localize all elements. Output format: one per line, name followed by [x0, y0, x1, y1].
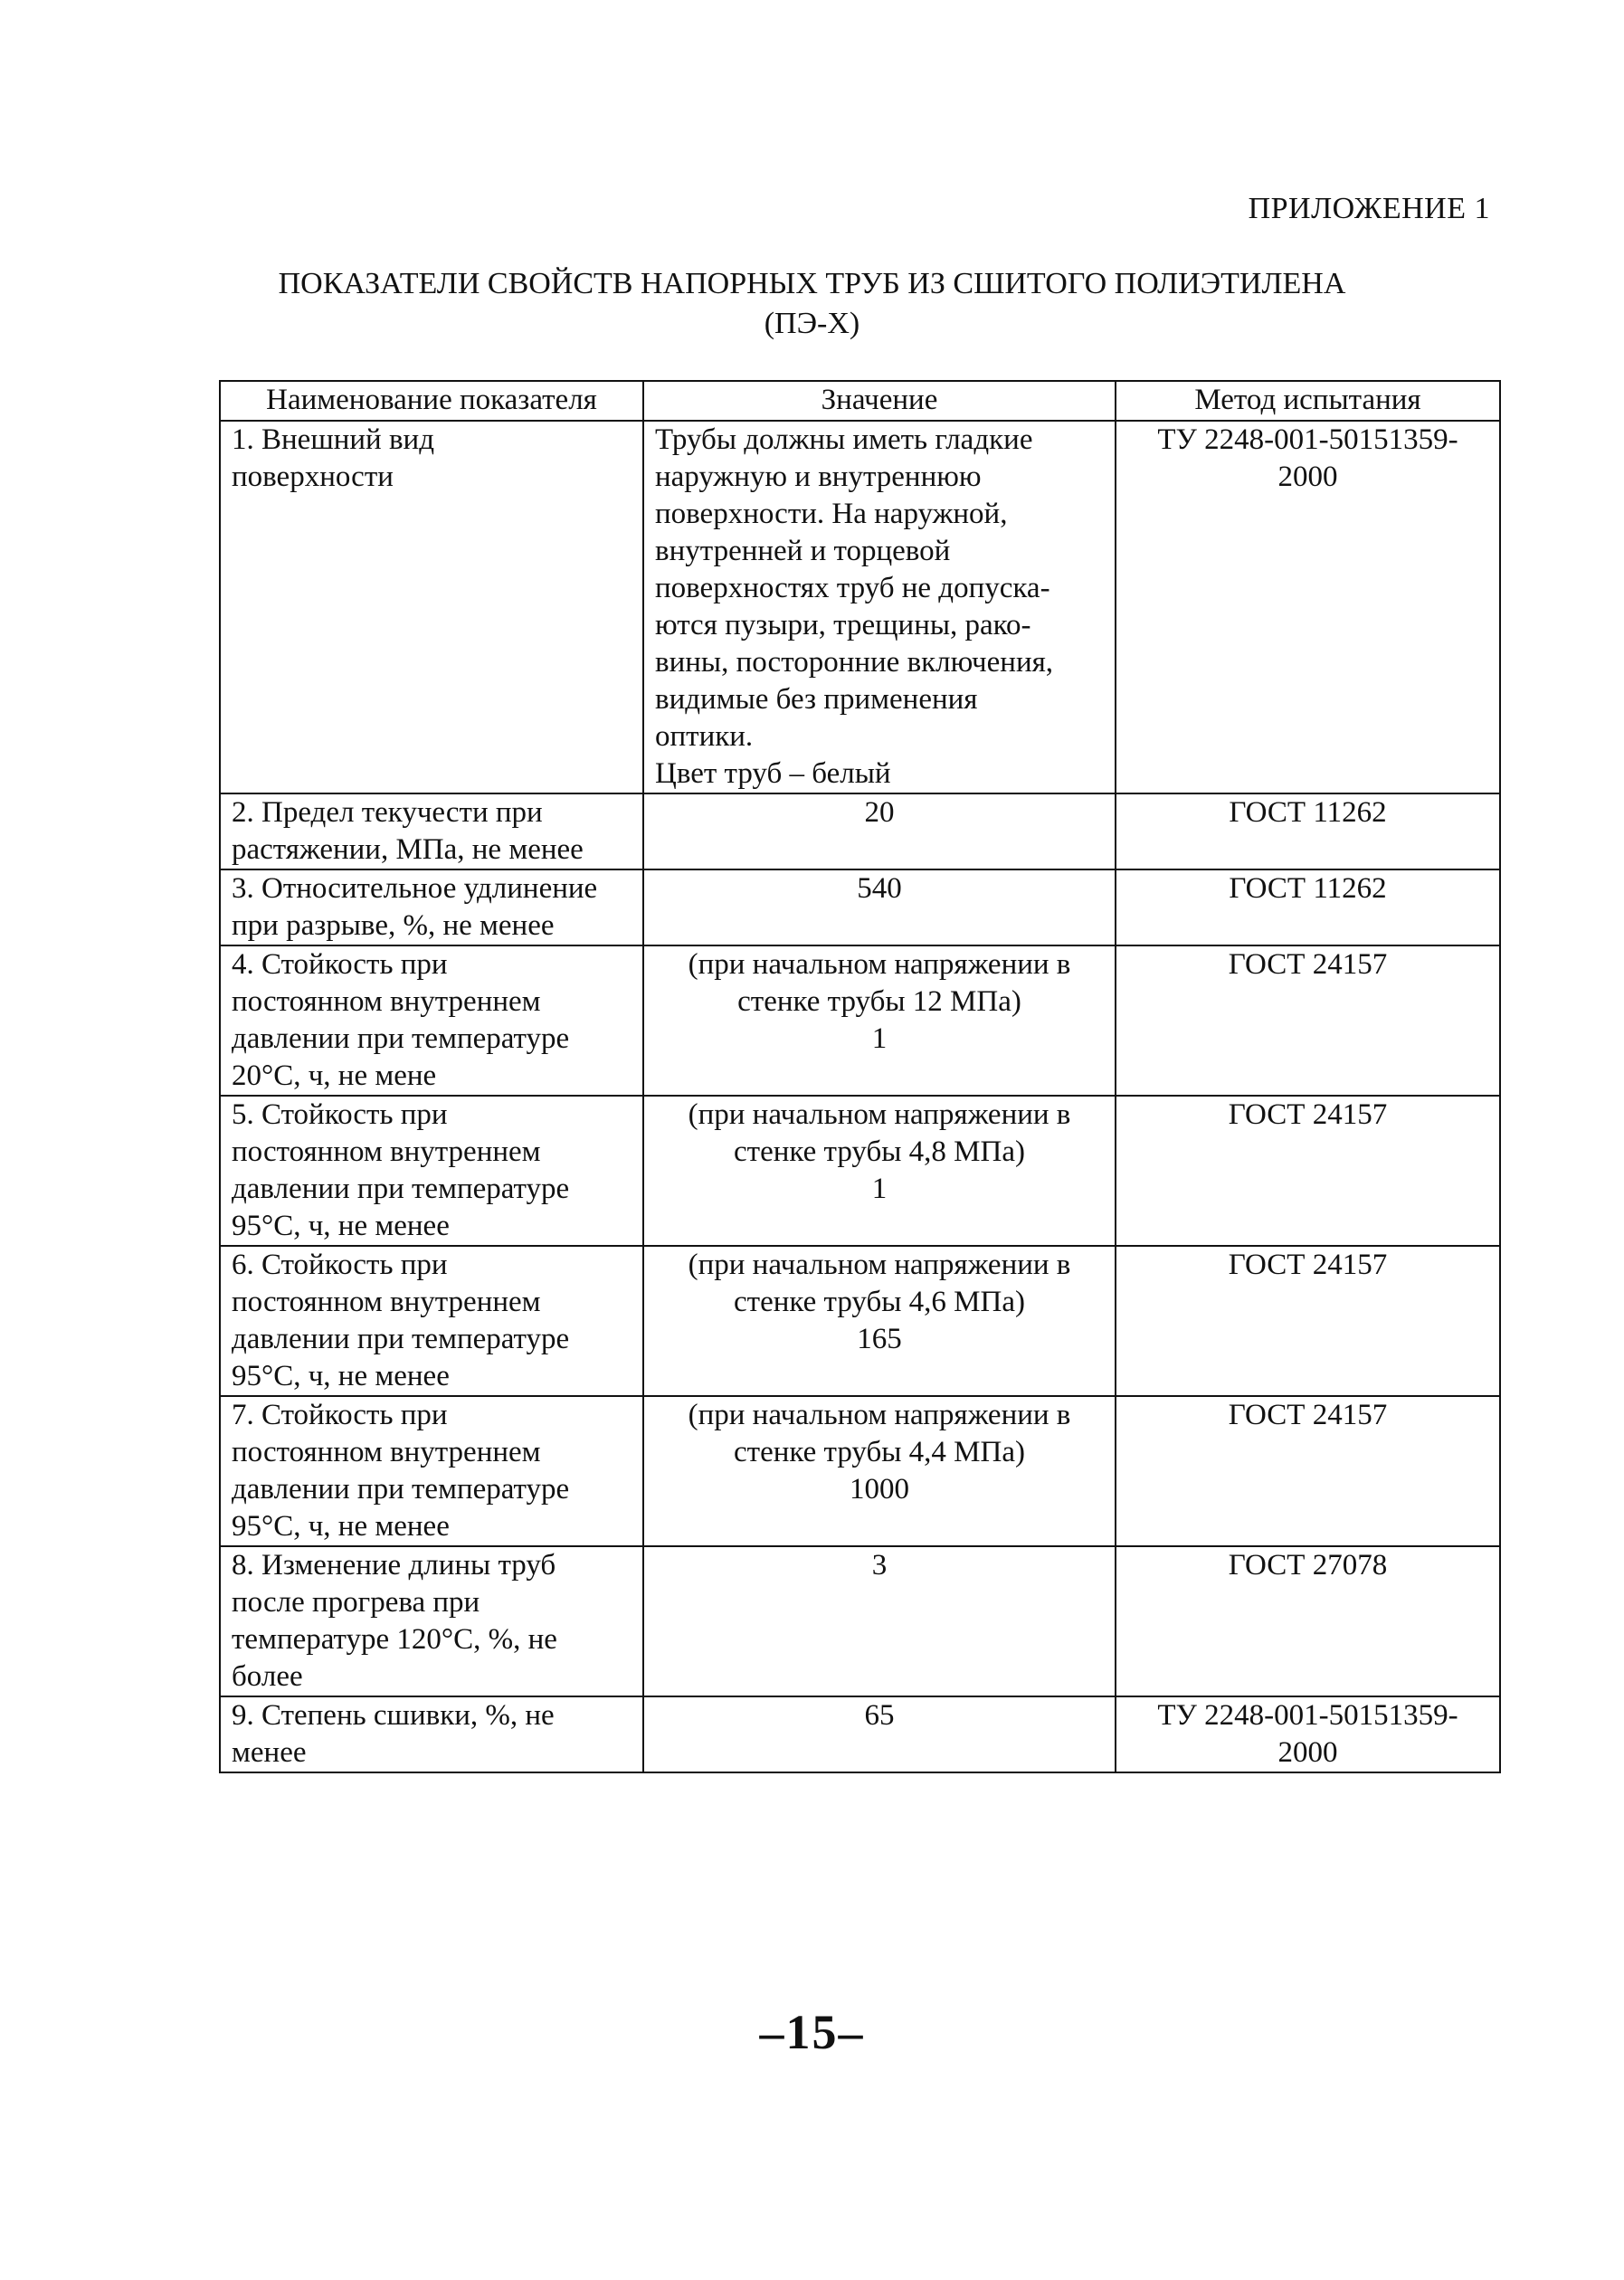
value-line: Цвет труб – белый: [655, 757, 891, 790]
name-line: поверхности: [232, 461, 394, 493]
table-row: [220, 869, 1500, 945]
name-line: давлении при температуре: [232, 1173, 570, 1205]
name-line: постоянном внутреннем: [232, 1135, 541, 1168]
value-line: поверхностях труб не допуска-: [655, 572, 1050, 604]
name-line: 7. Стойкость при: [232, 1399, 448, 1431]
document-title: [0, 264, 1624, 344]
name-line: 4. Стойкость при: [232, 948, 448, 981]
name-line: 95°С, ч, не менее: [232, 1510, 450, 1543]
properties-table: [219, 380, 1501, 1773]
value-line: стенке трубы 4,8 МПа): [734, 1135, 1025, 1168]
cell-name: [220, 1546, 643, 1696]
method-line: ТУ 2248-001-50151359-: [1157, 423, 1458, 456]
cell-value: [643, 945, 1116, 1096]
cell-method: [1116, 1396, 1500, 1546]
name-line: 2. Предел текучести при: [232, 796, 543, 829]
value-line: 3: [871, 1549, 888, 1582]
cell-value: [643, 1396, 1116, 1546]
table-row: [220, 945, 1500, 1096]
cell-method: [1116, 1696, 1500, 1772]
table-row: [220, 1396, 1500, 1546]
table-row: [220, 1696, 1500, 1772]
value-line: 165: [857, 1323, 902, 1355]
value-line: наружную и внутреннюю: [655, 461, 982, 493]
name-line: постоянном внутреннем: [232, 1436, 541, 1468]
cell-value: [643, 869, 1116, 945]
cell-name: [220, 1096, 643, 1246]
value-line: 1: [871, 1173, 888, 1205]
cell-name: [220, 793, 643, 869]
value-line: вины, посторонние включения,: [655, 646, 1054, 679]
value-line: оптики.: [655, 720, 754, 753]
value-line: 1: [871, 1022, 888, 1055]
method-line: ГОСТ 24157: [1228, 1098, 1388, 1131]
cell-value: [643, 793, 1116, 869]
method-line: ГОСТ 11262: [1229, 872, 1387, 905]
cell-method: [1116, 945, 1500, 1096]
name-line: 9. Степень сшивки, %, не: [232, 1699, 555, 1732]
table-row: [220, 793, 1500, 869]
method-line: ГОСТ 27078: [1228, 1549, 1388, 1582]
method-line: 2000: [1277, 1736, 1338, 1769]
cell-value: [643, 1246, 1116, 1396]
cell-method: [1116, 1546, 1500, 1696]
name-line: давлении при температуре: [232, 1022, 570, 1055]
cell-method: [1116, 1246, 1500, 1396]
name-line: 8. Изменение длины труб: [232, 1549, 556, 1582]
value-line: ются пузыри, трещины, рако-: [655, 609, 1031, 641]
table-row: [220, 421, 1500, 793]
method-line: 2000: [1277, 461, 1338, 493]
document-title-line-2: (ПЭ-Х): [764, 307, 860, 340]
properties-table-container: [219, 380, 1499, 1773]
cell-value: [643, 1696, 1116, 1772]
name-line: 1. Внешний вид: [232, 423, 434, 456]
name-line: 6. Стойкость при: [232, 1249, 448, 1281]
cell-method: [1116, 793, 1500, 869]
name-line: давлении при температуре: [232, 1323, 570, 1355]
name-line: 3. Относительное удлинение: [232, 872, 598, 905]
name-line: 95°С, ч, не менее: [232, 1360, 450, 1392]
method-line: ГОСТ 24157: [1228, 1399, 1388, 1431]
name-line: температуре 120°С, %, не: [232, 1623, 557, 1656]
table-header-row: [220, 381, 1500, 421]
value-line: (при начальном напряжении в: [688, 948, 1071, 981]
value-line: (при начальном напряжении в: [688, 1399, 1071, 1431]
header-indicator-name: Наименование показателя: [220, 381, 643, 421]
page-number: –15–: [759, 2005, 865, 2059]
value-line: (при начальном напряжении в: [688, 1249, 1071, 1281]
cell-value: [643, 1096, 1116, 1246]
name-line: постоянном внутреннем: [232, 985, 541, 1018]
appendix-label: ПРИЛОЖЕНИЕ 1: [1248, 192, 1490, 225]
name-line: растяжении, МПа, не менее: [232, 833, 584, 866]
value-line: стенке трубы 4,6 МПа): [734, 1286, 1025, 1318]
table-body: [220, 421, 1500, 1772]
name-line: 20°С, ч, не мене: [232, 1059, 437, 1092]
table-row: [220, 1546, 1500, 1696]
value-line: 20: [864, 796, 895, 829]
value-line: внутренней и торцевой: [655, 535, 951, 567]
name-line: 5. Стойкость при: [232, 1098, 448, 1131]
header-value: Значение: [643, 381, 1116, 421]
method-line: ГОСТ 24157: [1228, 948, 1388, 981]
value-line: 65: [864, 1699, 895, 1732]
value-line: 540: [857, 872, 902, 905]
cell-name: [220, 1396, 643, 1546]
name-line: при разрыве, %, не менее: [232, 909, 555, 942]
table-row: [220, 1096, 1500, 1246]
cell-method: [1116, 869, 1500, 945]
cell-name: [220, 421, 643, 793]
cell-name: [220, 869, 643, 945]
value-line: Трубы должны иметь гладкие: [655, 423, 1033, 456]
value-line: стенке трубы 12 МПа): [737, 985, 1021, 1018]
name-line: менее: [232, 1736, 307, 1769]
cell-method: [1116, 1096, 1500, 1246]
name-line: более: [232, 1660, 303, 1693]
name-line: 95°С, ч, не менее: [232, 1210, 450, 1242]
cell-value: [643, 421, 1116, 793]
name-line: после прогрева при: [232, 1586, 480, 1619]
cell-name: [220, 945, 643, 1096]
name-line: постоянном внутреннем: [232, 1286, 541, 1318]
header-test-method: Метод испытания: [1116, 381, 1500, 421]
value-line: стенке трубы 4,4 МПа): [734, 1436, 1025, 1468]
document-title-line-1: ПОКАЗАТЕЛИ СВОЙСТВ НАПОРНЫХ ТРУБ ИЗ СШИТОГО ПОЛИЭТИЛЕНА: [278, 267, 1346, 300]
method-line: ГОСТ 24157: [1228, 1249, 1388, 1281]
cell-name: [220, 1696, 643, 1772]
value-line: видимые без применения: [655, 683, 978, 716]
value-line: 1000: [850, 1473, 909, 1506]
cell-value: [643, 1546, 1116, 1696]
cell-method: [1116, 421, 1500, 793]
value-line: поверхности. На наружной,: [655, 498, 1008, 530]
cell-name: [220, 1246, 643, 1396]
value-line: (при начальном напряжении в: [688, 1098, 1071, 1131]
table-row: [220, 1246, 1500, 1396]
method-line: ГОСТ 11262: [1229, 796, 1387, 829]
name-line: давлении при температуре: [232, 1473, 570, 1506]
method-line: ТУ 2248-001-50151359-: [1157, 1699, 1458, 1732]
